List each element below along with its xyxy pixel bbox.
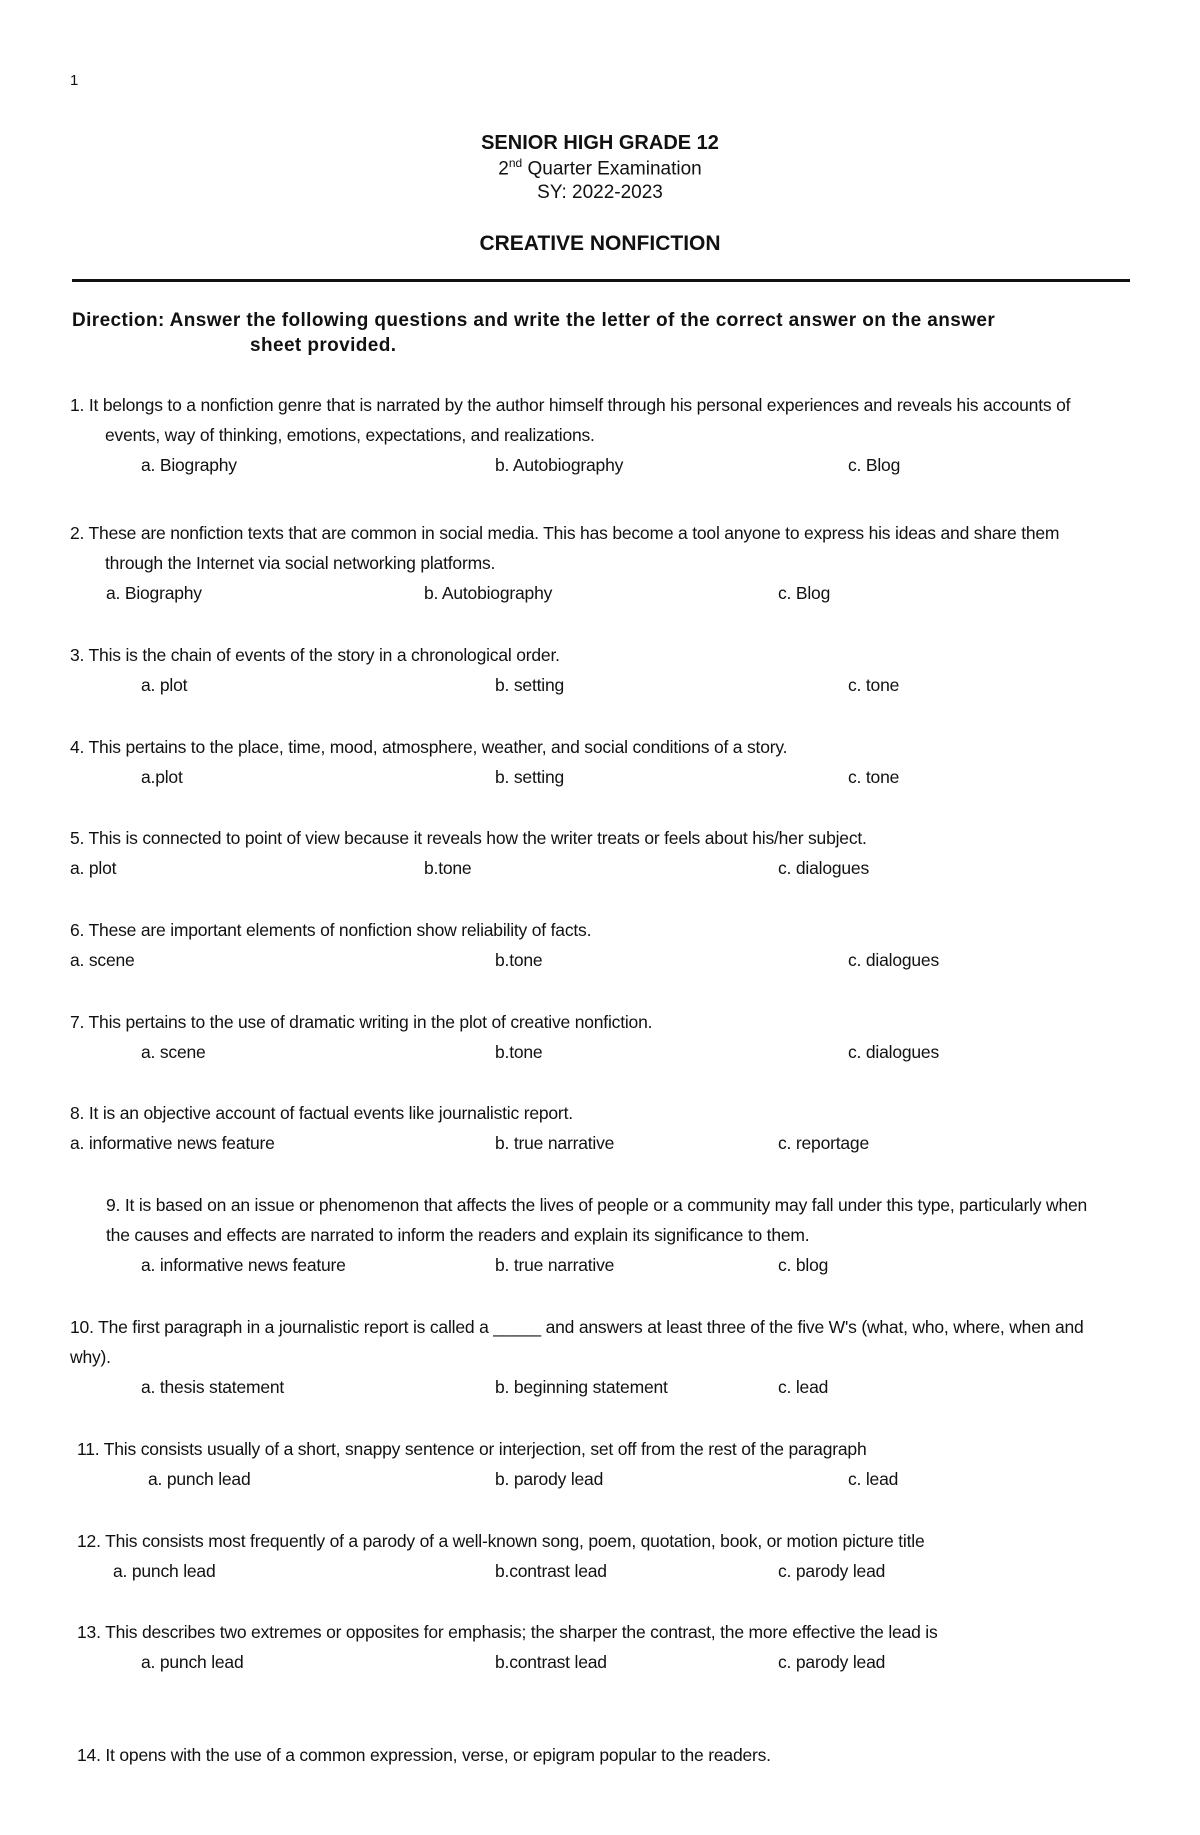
choices-6 bbox=[70, 945, 1135, 975]
choice-a: a.plot bbox=[141, 767, 183, 787]
choices-1 bbox=[70, 450, 1135, 480]
question-7 bbox=[70, 1007, 1135, 1037]
choice-c: c. blog bbox=[778, 1255, 829, 1275]
subject-title: CREATIVE NONFICTION bbox=[479, 232, 721, 255]
choice-c: c. Blog bbox=[848, 455, 901, 475]
question-4 bbox=[70, 732, 1135, 762]
question-text-cont: the causes and effects are narrated to inform the readers and explain its significance to them. bbox=[106, 1225, 810, 1245]
question-14 bbox=[77, 1740, 1142, 1770]
question-text: 13. This describes two extremes or opposites for emphasis; the sharper the contrast, the more effective the lead is bbox=[77, 1622, 938, 1642]
question-5 bbox=[70, 823, 1135, 853]
question-text: 7. This pertains to the use of dramatic writing in the plot of creative nonfiction. bbox=[70, 1012, 653, 1032]
directions-line-1: Direction: Answer the following questions and write the letter of the correct answer on the answer bbox=[72, 310, 996, 331]
choice-a: a. scene bbox=[70, 950, 135, 970]
choice-b: b. true narrative bbox=[495, 1255, 615, 1275]
question-text: 12. This consists most frequently of a parody of a well-known song, poem, quotation, book, or motion picture title bbox=[77, 1531, 925, 1551]
choice-a: a. plot bbox=[70, 858, 117, 878]
choice-b: b. Autobiography bbox=[495, 455, 624, 475]
question-12 bbox=[77, 1526, 1142, 1556]
choices-3 bbox=[70, 670, 1135, 700]
choices-4 bbox=[70, 762, 1135, 792]
question-text: 4. This pertains to the place, time, mood, atmosphere, weather, and social conditions of a story. bbox=[70, 737, 788, 757]
choice-a: a. punch lead bbox=[141, 1652, 244, 1672]
question-text: 11. This consists usually of a short, snappy sentence or interjection, set off from the rest of the paragraph bbox=[77, 1439, 867, 1459]
question-3 bbox=[70, 640, 1135, 670]
choice-b: b.tone bbox=[495, 1042, 543, 1062]
choice-a: a. scene bbox=[141, 1042, 206, 1062]
choice-c: c. reportage bbox=[778, 1133, 869, 1153]
choice-a: a. informative news feature bbox=[141, 1255, 346, 1275]
question-8 bbox=[70, 1098, 1135, 1128]
question-10 bbox=[70, 1312, 1135, 1372]
choice-a: a. Biography bbox=[106, 583, 202, 603]
choice-b: b.tone bbox=[424, 858, 472, 878]
choice-c: c. Blog bbox=[778, 583, 831, 603]
choices-2 bbox=[70, 578, 1135, 608]
choices-11 bbox=[70, 1464, 1135, 1494]
choices-10 bbox=[70, 1372, 1135, 1402]
quarter-label: Quarter Examination bbox=[522, 158, 702, 180]
choices-9 bbox=[70, 1250, 1135, 1280]
question-13 bbox=[77, 1617, 1142, 1647]
divider-rule bbox=[72, 279, 1130, 282]
school-year: SY: 2022-2023 bbox=[537, 182, 663, 203]
choices-7 bbox=[70, 1037, 1135, 1067]
quarter-suffix: nd bbox=[508, 156, 523, 170]
question-2 bbox=[70, 518, 1135, 578]
question-text-cont: why). bbox=[70, 1347, 111, 1367]
question-11 bbox=[77, 1434, 1142, 1464]
question-text: 3. This is the chain of events of the story in a chronological order. bbox=[70, 645, 560, 665]
page-number: 1 bbox=[70, 72, 79, 89]
choice-c: c. parody lead bbox=[778, 1652, 886, 1672]
quarter-number: 2 bbox=[498, 158, 509, 180]
choice-c: c. dialogues bbox=[848, 950, 939, 970]
directions bbox=[72, 308, 1132, 358]
question-text: 1. It belongs to a nonfiction genre that is narrated by the author himself through his personal experiences and reveals his accounts of bbox=[70, 395, 1071, 415]
question-1 bbox=[70, 390, 1135, 450]
choice-c: c. lead bbox=[848, 1469, 899, 1489]
choice-b: b. parody lead bbox=[495, 1469, 604, 1489]
choice-c: c. dialogues bbox=[848, 1042, 939, 1062]
question-6 bbox=[70, 915, 1135, 945]
choices-8 bbox=[70, 1128, 1135, 1158]
choice-a: a. Biography bbox=[141, 455, 237, 475]
choices-5 bbox=[70, 853, 1135, 883]
question-text: 10. The first paragraph in a journalistic report is called a _____ and answers at least three of the five W's (what, who, where, when and bbox=[70, 1317, 1084, 1337]
question-text: 9. It is based on an issue or phenomenon that affects the lives of people or a community may fall under this type, particularly when bbox=[106, 1195, 1088, 1215]
question-text: 2. These are nonfiction texts that are common in social media. This has become a tool anyone to express his ideas and share them bbox=[70, 523, 1060, 543]
question-text: 8. It is an objective account of factual events like journalistic report. bbox=[70, 1103, 573, 1123]
choice-a: a. informative news feature bbox=[70, 1133, 275, 1153]
choices-13 bbox=[70, 1647, 1135, 1677]
choice-b: b. true narrative bbox=[495, 1133, 615, 1153]
question-text: 14. It opens with the use of a common expression, verse, or epigram popular to the readers. bbox=[77, 1745, 771, 1765]
choice-b: b. Autobiography bbox=[424, 583, 553, 603]
choice-a: a. punch lead bbox=[113, 1561, 216, 1581]
choice-c: c. lead bbox=[778, 1377, 829, 1397]
choice-c: c. parody lead bbox=[778, 1561, 886, 1581]
choice-a: a. thesis statement bbox=[141, 1377, 285, 1397]
choice-b: b. setting bbox=[495, 767, 565, 787]
question-9 bbox=[106, 1190, 1136, 1250]
choice-a: a. punch lead bbox=[148, 1469, 251, 1489]
exam-title bbox=[0, 156, 1200, 180]
question-text: 6. These are important elements of nonfiction show reliability of facts. bbox=[70, 920, 592, 940]
question-text-cont: through the Internet via social networking platforms. bbox=[105, 553, 496, 573]
choice-c: c. tone bbox=[848, 767, 900, 787]
choice-b: b.contrast lead bbox=[495, 1561, 607, 1581]
choice-b: b. setting bbox=[495, 675, 565, 695]
question-text: 5. This is connected to point of view because it reveals how the writer treats or feels about his/her subject. bbox=[70, 828, 867, 848]
school-title: SENIOR HIGH GRADE 12 bbox=[481, 132, 719, 154]
choice-c: c. tone bbox=[848, 675, 900, 695]
directions-line-2: sheet provided. bbox=[250, 335, 397, 356]
choice-b: b. beginning statement bbox=[495, 1377, 668, 1397]
choice-a: a. plot bbox=[141, 675, 188, 695]
choice-b: b.tone bbox=[495, 950, 543, 970]
question-text-cont: events, way of thinking, emotions, expectations, and realizations. bbox=[105, 425, 595, 445]
choice-b: b.contrast lead bbox=[495, 1652, 607, 1672]
choice-c: c. dialogues bbox=[778, 858, 869, 878]
choices-12 bbox=[70, 1556, 1135, 1586]
